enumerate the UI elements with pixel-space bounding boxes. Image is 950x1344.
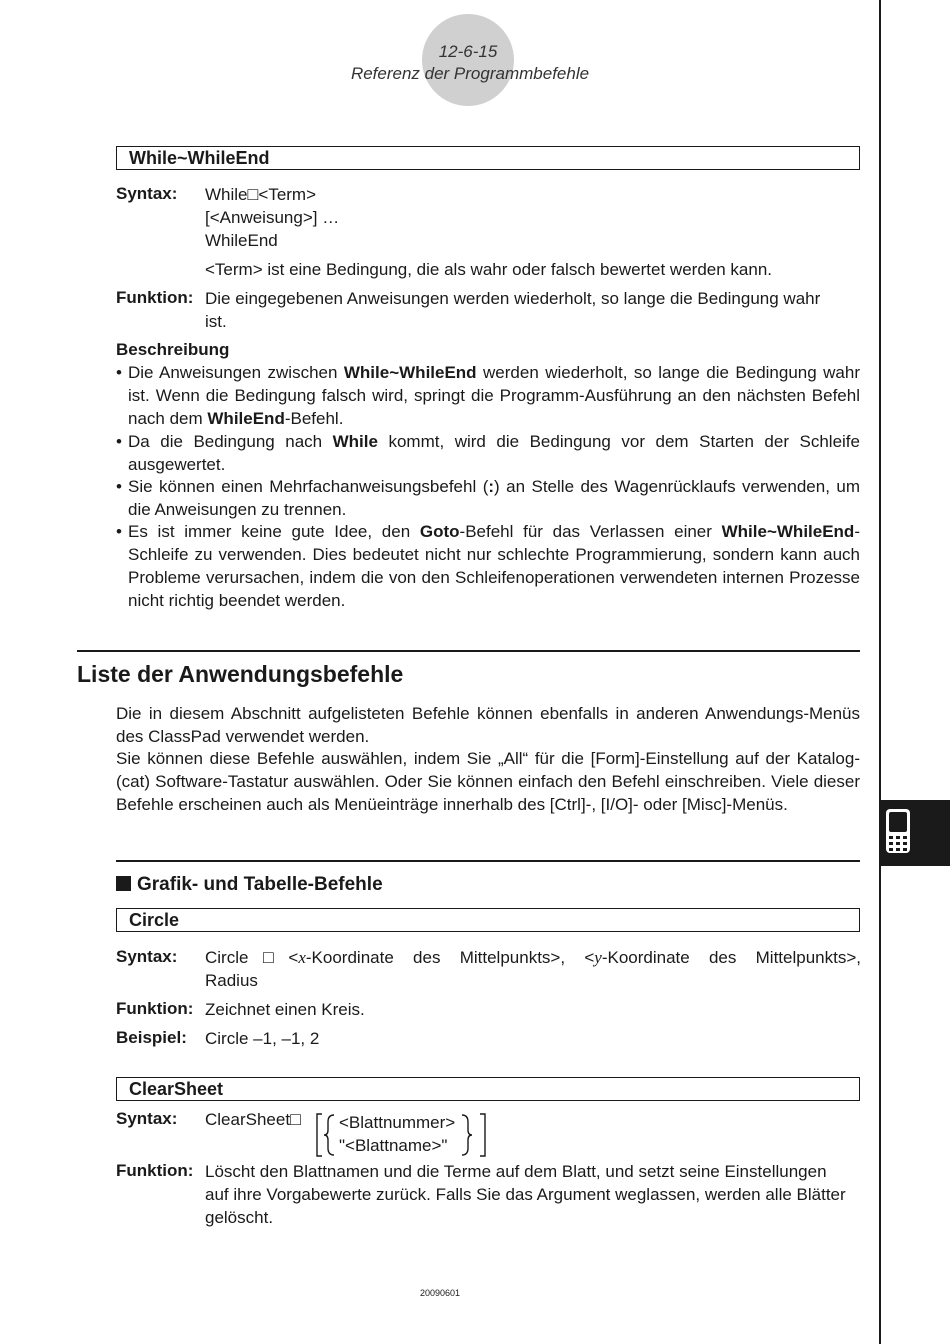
term-note: <Term> ist eine Bedingung, die als wahr oder falsch bewertet werden kann. xyxy=(205,260,772,279)
square-bullet-icon xyxy=(116,876,131,891)
syntax-label: Syntax: xyxy=(116,1109,178,1128)
space-symbol: □ xyxy=(290,1109,301,1129)
footer-code: 20090601 xyxy=(419,1288,461,1298)
command-title: While~WhileEnd xyxy=(129,148,270,168)
list-item: • Die Anweisungen zwischen While~WhileEnd werden wiederholt, so lange die Bedingung wahr ist. Wenn die Bedingung falsch wird, springt die Programm-Ausführung an den nächsten Befehl nach dem WhileEnd-Befehl. xyxy=(116,363,860,428)
calculator-icon xyxy=(885,808,911,854)
section-paragraph-1: Die in diesem Abschnitt aufgelisteten Befehle können ebenfalls in anderen Anwendungs-Menüs des ClassPad verwendet werden. xyxy=(116,704,860,746)
section-title: Liste der Anwendungsbefehle xyxy=(77,661,404,687)
list-item: • Sie können einen Mehrfachanweisungsbefehl (:) an Stelle des Wagenrücklaufs verwenden, um die Anweisungen zu trennen. xyxy=(116,477,860,519)
command-box-clearsheet xyxy=(116,1077,860,1101)
list-item: • Es ist immer keine gute Idee, den Goto-Befehl für das Verlassen einer While~WhileEnd-Schleife zu verwenden. Dies bedeutet nicht nur schlechte Programmierung, sondern kann auch Probleme verursachen, indem die von den Schleifenoperationen verwendeten internen Prozesse nicht richtig beendet werden. xyxy=(116,522,860,610)
command-box-circle xyxy=(116,908,860,932)
syntax-line-1: Circle□<x-Koordinate des Mittelpunkts>, <y-Koordinate des Mittelpunkts>, xyxy=(205,947,861,967)
function-label: Funktion: xyxy=(116,288,194,307)
example-label: Beispiel: xyxy=(116,1028,187,1047)
right-margin-line xyxy=(879,0,881,1344)
function-line-1: Die eingegebenen Anweisungen werden wiederholt, so lange die Bedingung wahr xyxy=(205,289,821,308)
function-line-1: Löscht den Blattnamen und die Terme auf dem Blatt, und setzt seine Einstellungen xyxy=(205,1162,827,1181)
syntax-option-2: "<Blattname>" xyxy=(339,1136,448,1155)
function-label: Funktion: xyxy=(116,1161,194,1180)
space-symbol: □ xyxy=(248,947,289,967)
syntax-line-2: Radius xyxy=(205,971,258,990)
function-label: Funktion: xyxy=(116,999,194,1018)
section-paragraph-2: Sie können diese Befehle auswählen, indem Sie „All“ für die [Form]-Einstellung auf der Katalog- (cat) Software-Tastatur auswählen. Oder Sie können einfach den Befehl einschreiben. Viele dieser Befehle erscheinen auch als Menüeinträge innerhalb des [Ctrl]-, [I/O]- oder [Misc]-Menüs. xyxy=(116,749,860,814)
command-title: ClearSheet xyxy=(129,1079,224,1099)
syntax-command: ClearSheet□ xyxy=(205,1109,301,1129)
description-heading: Beschreibung xyxy=(116,340,230,359)
syntax-line-1: While□<Term> xyxy=(205,184,317,204)
function-text: Zeichnet einen Kreis. xyxy=(205,1000,365,1019)
syntax-option-1: <Blattnummer> xyxy=(339,1113,456,1132)
command-box-while xyxy=(116,146,860,170)
syntax-label: Syntax: xyxy=(116,947,178,966)
subsection-rule xyxy=(116,860,860,862)
syntax-line-3: WhileEnd xyxy=(205,231,278,250)
page-number: 12-6-15 xyxy=(438,42,498,61)
section-rule xyxy=(77,650,860,652)
page-title: Referenz der Programmbefehle xyxy=(350,64,590,83)
subsection-title: Grafik- und Tabelle-Befehle xyxy=(116,874,383,896)
syntax-line-2: [<Anweisung>] … xyxy=(205,208,340,227)
list-item: • Da die Bedingung nach While kommt, wird die Bedingung vor dem Starten der Schleife ausgewertet. xyxy=(116,432,860,474)
function-line-2: auf ihre Vorgabewerte zurück. Falls Sie das Argument weglassen, werden alle Blätter xyxy=(205,1185,846,1204)
space-symbol: □ xyxy=(247,184,259,204)
command-title: Circle xyxy=(129,910,180,930)
syntax-label: Syntax: xyxy=(116,184,178,203)
example-text: Circle –1, –1, 2 xyxy=(205,1029,320,1048)
function-line-3: gelöscht. xyxy=(205,1208,274,1227)
function-line-2: ist. xyxy=(205,312,227,331)
